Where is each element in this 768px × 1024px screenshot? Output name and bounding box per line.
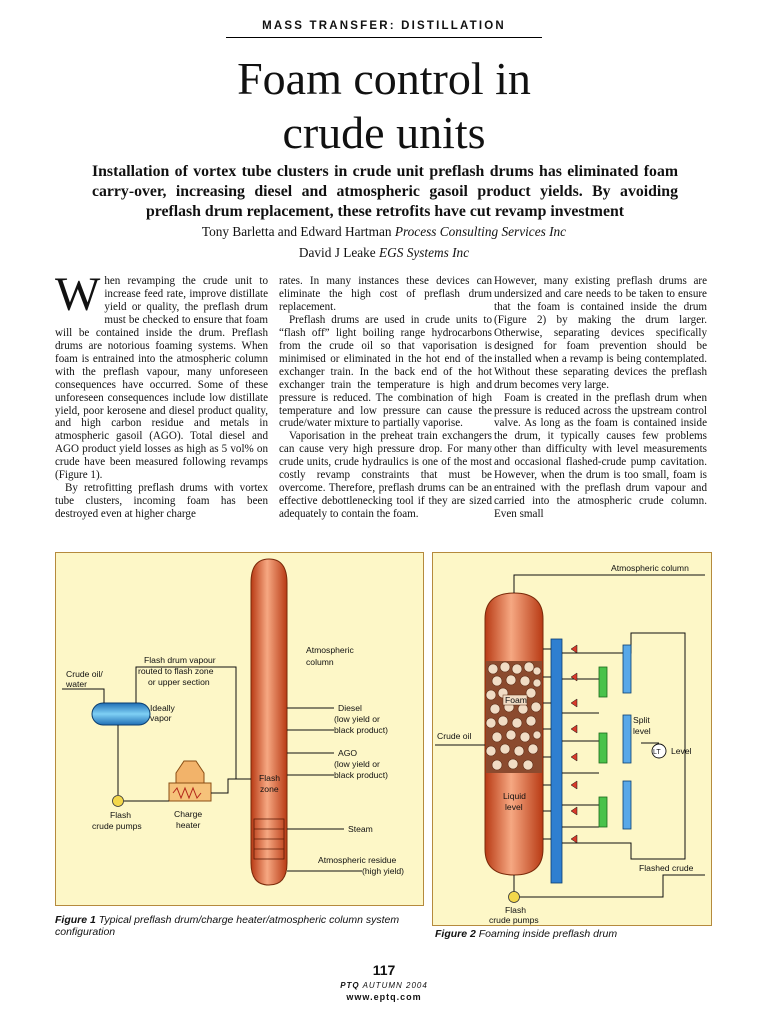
- label-split-level-2: level: [633, 726, 651, 736]
- label-diesel-2: (low yield or: [334, 714, 380, 724]
- issue-line: PTQ AUTUMN 2004: [340, 981, 428, 990]
- label-flashed-crude: Flashed crude: [639, 863, 694, 873]
- paragraph: However, many existing preflash drums are undersized and care needs to be taken to ensure that the foam is contained inside the drum (Figure 2) by making the drum larger. Otherwise, separating devices specifically designed for foam prevention should be installed when a revamp is being contemplated. Without these separating devices the preflash drum becomes very large.: [494, 275, 707, 391]
- figure-2: [432, 552, 712, 926]
- label-vapour-1: Flash drum vapour: [144, 655, 216, 665]
- label-pumps: Flash: [505, 905, 527, 915]
- label-diesel-3: black product): [334, 725, 388, 735]
- label-crude-oil: Crude oil: [437, 731, 472, 741]
- label-vapour-3: or upper section: [148, 677, 210, 687]
- label-liquid-level-2: level: [505, 802, 523, 812]
- label-residue-2: (high yield): [362, 866, 405, 876]
- level-gauge-2: [599, 667, 607, 697]
- paragraph: By retrofitting preflash drums with vortex tube clusters, incoming foam has been destroyed even at higher charge: [55, 482, 268, 521]
- label-ago: AGO: [338, 748, 358, 758]
- label-heater-2: heater: [176, 820, 201, 830]
- paragraph: Vaporisation in the preheat train exchangers can cause very high pressure drop. For many crude units, crude hydraulics is one of the most costly revamp constraints that must be overcome. Therefore, preflash drums can be an effective debottlenecking tool if they are sized adequately to contain the foam.: [279, 430, 492, 521]
- label-flash-zone: Flash: [259, 773, 281, 783]
- figure-1-diagram: [56, 553, 423, 905]
- website-link[interactable]: www.eptq.com: [346, 992, 422, 1002]
- paragraph: rates. In many instances these devices can eliminate the high cost of preflash drum replacement.: [279, 275, 492, 313]
- label-residue: Atmospheric residue: [318, 855, 397, 865]
- label-atmospheric-column: Atmospheric: [306, 645, 354, 655]
- label-pumps-2: crude pumps: [92, 821, 142, 831]
- label-foam: Foam: [505, 695, 527, 705]
- level-gauge-1: [623, 645, 631, 693]
- section-rule: [226, 37, 542, 38]
- label-pumps-2: crude pumps: [489, 915, 539, 925]
- label-vapour-2: routed to flash zone: [138, 666, 214, 676]
- label-ago-3: black product): [334, 770, 388, 780]
- label-heater: Charge: [174, 809, 203, 819]
- standfirst: Installation of vortex tube clusters in crude unit preflash drums has eliminated foam carry-over, increasing diesel and atmospheric gasoil product yields. By avoiding preflash drum replacement, these retrofits have cut revamp investment: [92, 163, 678, 220]
- level-gauge-4: [599, 733, 607, 763]
- page-number: 117: [372, 962, 396, 978]
- label-split-level: Split: [633, 715, 650, 725]
- atmospheric-column: [251, 559, 287, 885]
- charge-heater-shape: [176, 761, 204, 785]
- flash-crude-pump-icon: [509, 892, 520, 903]
- paragraph: Foam is created in the preflash drum when pressure is reduced across the upstream control valve. As long as the foam is contained inside the drum, it typically causes few problems other than difficulty with level measurements and occasional flashed-crude pump cavitation. However, when the drum is too small, foam is entrained with the preflash drum vapour and carried into the atmospheric crude column. Even small: [494, 391, 707, 521]
- body-column-2: [279, 275, 492, 521]
- preflash-drum: [92, 703, 150, 725]
- label-water: water: [66, 679, 88, 689]
- level-gauge-3: [623, 715, 631, 763]
- byline-2: David J Leake EGS Systems Inc: [298, 245, 470, 260]
- figure-1: [55, 552, 424, 906]
- drop-cap: W: [55, 268, 101, 321]
- label-flash-zone-2: zone: [260, 784, 279, 794]
- paragraph: When revamping the crude unit to increase feed rate, improve distillate yield or quality, the preflash drum must be checked to ensure that foam will be contained inside the drum. Preflash drums are notorious foaming systems. When foam is entrained into the atmospheric column with the preflash vapour, many unforeseen consequences have occurred. Some of these unforeseen consequences include low distillate yield, poor kerosene and diesel product quality, and high carbon residue and metals in atmospheric gasoil (AGO). Total diesel and AGO product yield losses as high as 5 vol% on crude have been measured following revamps (Figure 1).: [55, 268, 268, 482]
- label-liquid-level: Liquid: [503, 791, 526, 801]
- figure-2-diagram: [433, 553, 711, 925]
- flash-crude-pump-icon: [113, 796, 124, 807]
- label-lt: LT: [653, 749, 661, 756]
- article-title: Foam control in crude units: [237, 53, 531, 158]
- body-column-1: [55, 268, 268, 521]
- label-pumps: Flash: [110, 810, 132, 820]
- label-ideally: Ideally: [150, 703, 175, 713]
- section-heading: MASS TRANSFER: DISTILLATION: [262, 20, 506, 32]
- label-crude-oil: Crude oil/: [66, 669, 103, 679]
- figure-1-caption: Figure 1 Typical preflash drum/charge heater/atmospheric column system configuration: [55, 914, 400, 938]
- label-atmospheric-column: Atmospheric column: [611, 563, 689, 573]
- label-ago-2: (low yield or: [334, 759, 380, 769]
- paragraph: Preflash drums are used in crude units to “flash off” light boiling range hydrocarbons from the crude oil so that vaporisation is minimised or eliminated in the hot end of the exchanger train. In the back end of the hot exchanger train the temperature is high and pressure is reduced. The combination of high temperature and low pressure can cause the crude/water mixture to partially vaporise.: [279, 313, 492, 430]
- level-gauge-5: [623, 781, 631, 829]
- label-steam: Steam: [348, 824, 373, 834]
- level-gauge-6: [599, 797, 607, 827]
- label-level: Level: [671, 746, 692, 756]
- body-column-3: [494, 275, 707, 521]
- figure-2-caption: Figure 2 Foaming inside preflash drum: [435, 928, 618, 940]
- label-diesel: Diesel: [338, 703, 362, 713]
- byline-1: Tony Barletta and Edward Hartman Process Consulting Services Inc: [201, 224, 567, 239]
- label-ideally-2: vapor: [150, 713, 172, 723]
- label-atmospheric-column-2: column: [306, 657, 334, 667]
- level-bridle: [551, 639, 562, 883]
